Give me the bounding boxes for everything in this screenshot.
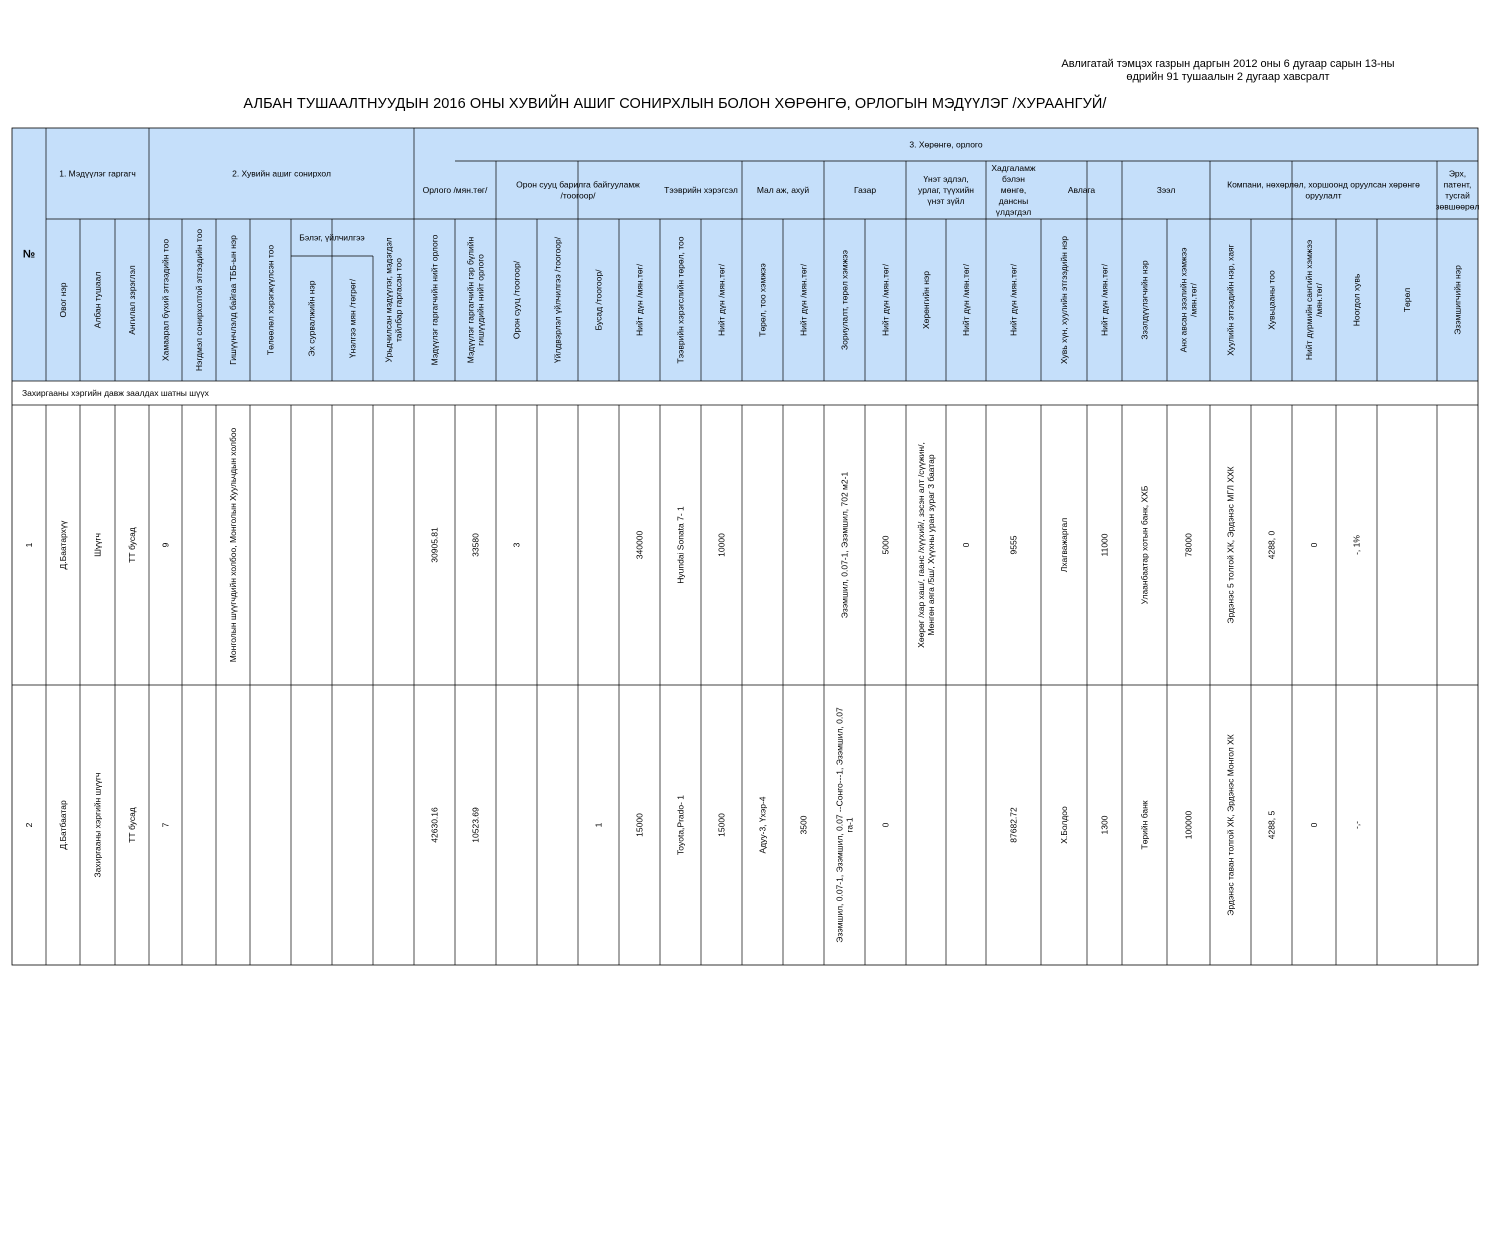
table-cell bbox=[1267, 811, 1277, 840]
table-cell bbox=[1309, 822, 1319, 827]
svg-text:Монголын шүүгчдийн холбоо, Мон: Монголын шүүгчдийн холбоо, Монголын Хуульчдын холбоо bbox=[228, 427, 238, 663]
svg-text:Нийт дүн /мян.төг/: Нийт дүн /мян.төг/ bbox=[634, 263, 645, 337]
table-cell bbox=[58, 520, 68, 570]
section-label: Захиргааны хэргийн давж заалдах шатны шүүх bbox=[22, 388, 209, 398]
table-cell bbox=[127, 807, 137, 843]
svg-text:Бусад /тоогоор/: Бусад /тоогоор/ bbox=[593, 269, 604, 331]
svg-text:Үйлдвэрлэл үйлчилгээ /тоогоор/: Үйлдвэрлэл үйлчилгээ /тоогоор/ bbox=[552, 236, 563, 364]
table-cell bbox=[471, 807, 481, 843]
svg-text:Нийт дүн /мян.төг/: Нийт дүн /мян.төг/ bbox=[716, 263, 727, 337]
subgroup-loans-header: Зээл bbox=[1156, 185, 1176, 195]
table-cell bbox=[916, 442, 936, 648]
group-private-interest-header: 2. Хувийн ашиг сонирхол bbox=[232, 168, 331, 179]
document-title: АЛБАН ТУШААЛТНУУДЫН 2016 ОНЫ ХУВИЙН АШИГ СОНИРХЛЫН БОЛОН ХӨРӨНГӨ, ОРЛОГЫН МЭДҮҮЛЭГ /ХУРААНГУЙ/ bbox=[243, 96, 1107, 112]
svg-text:Гишүүнчлэлд байгаа ТББ-ын нэр: Гишүүнчлэлд байгаа ТББ-ын нэр bbox=[228, 235, 238, 365]
svg-text:Эзэмшил, 0.07-1, Эзэмшил, 0.07: Эзэмшил, 0.07-1, Эзэмшил, 0.07 --Сонго---1, Эзэмшил, 0.07га-1 bbox=[834, 707, 855, 943]
svg-text:Нийт дүн /мян.төг/: Нийт дүн /мян.төг/ bbox=[880, 263, 891, 337]
group-assets-header: 3. Хөрөнгө, орлого bbox=[909, 139, 983, 150]
svg-text:Эрдэнэс таван толгой ХК, Эрдэн: Эрдэнэс таван толгой ХК, Эрдэнэс Монгол ХК bbox=[1225, 734, 1236, 916]
svg-text:30905.81: 30905.81 bbox=[429, 527, 440, 563]
svg-text:Hyundai Sonata 7- 1: Hyundai Sonata 7- 1 bbox=[675, 506, 686, 584]
column-header bbox=[127, 265, 137, 335]
table-cell bbox=[1184, 533, 1194, 557]
table-cell bbox=[1184, 811, 1194, 840]
column-header bbox=[1059, 236, 1069, 364]
svg-text:1: 1 bbox=[24, 542, 34, 548]
table-cell bbox=[1226, 734, 1236, 916]
svg-text:3500: 3500 bbox=[798, 815, 809, 835]
svg-text:Хуулийн этгээдийн нэр, хаяг: Хуулийн этгээдийн нэр, хаяг bbox=[1225, 244, 1236, 356]
svg-text:Хамаарал бүхий этгээдийн тоо: Хамаарал бүхий этгээдийн тоо bbox=[160, 238, 171, 362]
table-cell bbox=[840, 472, 850, 619]
table-cell bbox=[127, 527, 137, 563]
table-cell bbox=[58, 800, 68, 850]
table-cell bbox=[594, 822, 604, 827]
column-header bbox=[466, 236, 486, 363]
subgroup-receivables-header: Авлага bbox=[1067, 185, 1096, 195]
svg-text:Эзэмшигчийн нэр: Эзэмшигчийн нэр bbox=[1452, 265, 1463, 335]
table-cell bbox=[93, 533, 103, 557]
svg-text:4288, 0: 4288, 0 bbox=[1266, 530, 1277, 560]
column-header bbox=[1352, 273, 1362, 326]
column-header bbox=[1100, 263, 1110, 336]
column-header bbox=[228, 235, 238, 365]
svg-text:15000: 15000 bbox=[716, 813, 727, 837]
table-cell bbox=[1009, 535, 1019, 554]
column-header bbox=[961, 263, 971, 336]
number-header: № bbox=[22, 248, 36, 261]
svg-text:87682.72: 87682.72 bbox=[1008, 807, 1019, 843]
column-header bbox=[840, 250, 850, 350]
table-cell bbox=[512, 542, 522, 547]
subgroup-livestock-header: Мал аж, ахуй bbox=[756, 185, 810, 195]
svg-text:Эх сурвалжийн нэр: Эх сурвалжийн нэр bbox=[306, 280, 317, 357]
column-header bbox=[1267, 270, 1277, 330]
table-cell bbox=[93, 773, 103, 878]
table-cell bbox=[1009, 807, 1019, 843]
svg-text:0: 0 bbox=[1309, 542, 1319, 548]
subgroup-real-estate-header: Орон сууц барилга байгууламж /тоогоор/ bbox=[516, 179, 640, 201]
svg-text:7: 7 bbox=[160, 822, 171, 828]
svg-text:Урьдчилсан мэдүүлэг, мэдэгдэлт: Урьдчилсан мэдүүлэг, мэдэгдэлтайлбар гаргасан тоо bbox=[383, 237, 404, 363]
svg-text:Улаанбаатар хотын банк, ХХБ: Улаанбаатар хотын банк, ХХБ bbox=[1139, 485, 1150, 605]
svg-text:10523.69: 10523.69 bbox=[470, 807, 481, 843]
column-header bbox=[93, 272, 103, 329]
row-number bbox=[24, 542, 34, 547]
svg-text:Албан тушаал: Албан тушаал bbox=[92, 271, 103, 329]
svg-text:-,-: -,- bbox=[1351, 820, 1362, 830]
svg-text:9555: 9555 bbox=[1008, 535, 1019, 555]
svg-text:Төлөөлөл хэрэгжүүлсэн тоо: Төлөөлөл хэрэгжүүлсэн тоо bbox=[265, 244, 276, 356]
table-cell bbox=[161, 822, 171, 827]
table-cell bbox=[635, 531, 645, 560]
table-cell bbox=[1140, 485, 1150, 604]
table-cell bbox=[758, 796, 768, 853]
table-cell bbox=[1226, 466, 1236, 623]
column-header bbox=[717, 263, 727, 336]
svg-text:Х.Болдоо: Х.Болдоо bbox=[1059, 806, 1069, 844]
svg-text:Эзэмшил, 0.07-1, Эзэмшил, 702: Эзэмшил, 0.07-1, Эзэмшил, 702 м2-1 bbox=[839, 471, 850, 619]
svg-text:Мэдүүлэг гаргагчийн нийт орлог: Мэдүүлэг гаргагчийн нийт орлого bbox=[429, 234, 440, 366]
table-cell bbox=[161, 542, 171, 547]
column-header bbox=[1140, 260, 1150, 339]
table-cell bbox=[881, 822, 891, 827]
svg-text:Лхагважаргал: Лхагважаргал bbox=[1059, 517, 1069, 573]
subgroup-land-header: Газар bbox=[853, 185, 877, 195]
svg-text:Зориулалт, төрөл хэмжээ: Зориулалт, төрөл хэмжээ bbox=[839, 250, 850, 350]
column-header bbox=[553, 236, 563, 363]
svg-text:Төрийн банк: Төрийн банк bbox=[1139, 800, 1150, 850]
column-header bbox=[758, 263, 768, 336]
column-header bbox=[1226, 244, 1236, 356]
svg-text:9: 9 bbox=[160, 542, 171, 548]
table-cell bbox=[799, 815, 809, 834]
column-header bbox=[1402, 288, 1412, 312]
table-cell bbox=[430, 527, 440, 563]
svg-text:15000: 15000 bbox=[634, 813, 645, 837]
row-number bbox=[24, 822, 34, 827]
subgroup-valuables-header: Үнэт эдлэл, урлаг, түүхийн үнэт зүйл bbox=[918, 174, 974, 206]
column-header bbox=[266, 245, 276, 356]
svg-text:Овог нэр: Овог нэр bbox=[58, 282, 68, 318]
table-cell bbox=[1059, 518, 1069, 572]
svg-text:33580: 33580 bbox=[470, 533, 481, 557]
svg-text:100000: 100000 bbox=[1183, 810, 1194, 840]
svg-text:5000: 5000 bbox=[880, 535, 891, 555]
svg-text:0: 0 bbox=[961, 542, 971, 548]
svg-text:Нийт дүн /мян.төг/: Нийт дүн /мян.төг/ bbox=[1099, 263, 1110, 337]
svg-text:Нийт дүн /мян.төг/: Нийт дүн /мян.төг/ bbox=[961, 263, 971, 337]
svg-text:2: 2 bbox=[24, 822, 34, 828]
table-cell bbox=[961, 542, 971, 547]
column-header bbox=[58, 282, 68, 317]
svg-text:340000: 340000 bbox=[634, 530, 645, 560]
column-header bbox=[194, 229, 204, 372]
svg-text:Нийт дүрмийн сангийн хэмжээ/мя: Нийт дүрмийн сангийн хэмжээ/мян.төг/ bbox=[1304, 239, 1324, 361]
table-cell bbox=[1100, 533, 1110, 556]
table-cell bbox=[1059, 806, 1069, 844]
subgroup-company-header: Компани, нөхөрлөл, хоршоонд оруулсан хөрөнгө оруулалт bbox=[1227, 179, 1420, 201]
table-cell bbox=[717, 813, 727, 837]
svg-text:Тээврийн хэрэгслийн төрөл, тоо: Тээврийн хэрэгслийн төрөл, тоо bbox=[675, 236, 686, 364]
svg-text:Хөөрөг /хар хаш/, гаанс /хүүхи: Хөөрөг /хар хаш/, гаанс /хүүхий/, зэсэн алт /сүүжин/,Мөнгөн аяга /5ш/, Хүүхны уран зураг 3 баатар bbox=[916, 442, 936, 648]
column-header bbox=[1009, 263, 1019, 336]
svg-text:Хувьцааны тоо: Хувьцааны тоо bbox=[1266, 270, 1277, 330]
subgroup-vehicles-header: Тээврийн хэрэгсэл bbox=[664, 185, 738, 195]
table-cell bbox=[1100, 815, 1110, 834]
table-cell bbox=[635, 813, 645, 837]
svg-text:Ангилал зэрэглэл: Ангилал зэрэглэл bbox=[127, 265, 137, 335]
svg-text:Зээлдүүлэгчийн нэр: Зээлдүүлэгчийн нэр bbox=[1139, 260, 1150, 340]
column-header bbox=[512, 260, 522, 339]
column-header bbox=[348, 278, 358, 358]
svg-text:Мэдүүлэг гаргагчийн гэр бүлийн: Мэдүүлэг гаргагчийн гэр бүлийнгишүүдийн нийт орлого bbox=[465, 236, 486, 364]
svg-text:-, 1%: -, 1% bbox=[1351, 535, 1362, 555]
svg-text:Үнэлгээ мян /төгрөг/: Үнэлгээ мян /төгрөг/ bbox=[347, 278, 358, 359]
subgroup-savings-header: Хадгаламж бэлэн мөнгө, дансны үлдэгдэл bbox=[991, 163, 1036, 217]
column-header bbox=[635, 263, 645, 336]
subgroup-rights-header: Эрх, патент, тусгай зөвшөөрөл bbox=[1435, 168, 1480, 212]
table-cell bbox=[1352, 535, 1362, 555]
subgroup-income-header: Орлого /мян.төг/ bbox=[422, 185, 488, 195]
svg-text:Төрөл, тоо хэмжээ: Төрөл, тоо хэмжээ bbox=[757, 263, 768, 337]
svg-text:3: 3 bbox=[511, 542, 522, 548]
table-cell bbox=[676, 506, 686, 584]
svg-text:Нэгдмэл сонирхолтой этгээдийн: Нэгдмэл сонирхолтой этгээдийн тоо bbox=[194, 228, 204, 372]
svg-text:1300: 1300 bbox=[1099, 815, 1110, 835]
svg-text:11000: 11000 bbox=[1099, 533, 1110, 557]
table-cell bbox=[835, 707, 855, 943]
table-cell bbox=[1140, 800, 1150, 849]
svg-text:Д.Баатархүү: Д.Баатархүү bbox=[58, 520, 68, 570]
column-header bbox=[594, 269, 604, 331]
svg-text:Эрдэнэс 5 толгой ХК, Эрдэнэс М: Эрдэнэс 5 толгой ХК, Эрдэнэс МГЛ ХХК bbox=[1225, 466, 1236, 624]
table-cell bbox=[881, 535, 891, 554]
table-cell bbox=[676, 795, 686, 855]
svg-text:4288, 5: 4288, 5 bbox=[1266, 810, 1277, 840]
svg-text:Хөрөнгийн нэр: Хөрөнгийн нэр bbox=[921, 271, 931, 329]
table-cell bbox=[1309, 542, 1319, 547]
svg-text:42630.16: 42630.16 bbox=[429, 807, 440, 843]
svg-text:Анх авсан зээлийн хэмжээ/мян.т: Анх авсан зээлийн хэмжээ/мян.төг/ bbox=[1178, 247, 1199, 353]
svg-text:78000: 78000 bbox=[1183, 533, 1194, 557]
column-header bbox=[881, 263, 891, 336]
svg-text:Нийт дүн /мян.төг/: Нийт дүн /мян.төг/ bbox=[1008, 263, 1019, 337]
svg-text:Орон сууц /тоогоор/: Орон сууц /тоогоор/ bbox=[511, 260, 522, 340]
svg-text:Адуу-3, Үхэр-4: Адуу-3, Үхэр-4 bbox=[757, 796, 768, 854]
subgroup-gifts-header: Бэлэг, үйлчилгээ bbox=[299, 232, 365, 243]
svg-text:Шүүгч: Шүүгч bbox=[92, 533, 103, 557]
table-cell bbox=[471, 533, 481, 557]
svg-text:Ноогдол хувь: Ноогдол хувь bbox=[1351, 273, 1362, 327]
svg-text:Д.Батбаатар: Д.Батбаатар bbox=[58, 800, 68, 850]
column-header bbox=[676, 236, 686, 363]
table-cell bbox=[430, 807, 440, 843]
svg-text:10000: 10000 bbox=[716, 533, 727, 557]
table-cell bbox=[228, 427, 238, 662]
attachment-note-line1: Авлигатай тэмцэх газрын даргын 2012 оны 6 дугаар сарын 13-ны bbox=[1061, 58, 1395, 70]
svg-text:Захиргааны хэргийн шүүгч: Захиргааны хэргийн шүүгч bbox=[92, 772, 103, 878]
svg-text:ТТ бусад: ТТ бусад bbox=[127, 527, 137, 563]
attachment-note-line2: өдрийн 91 тушаалын 2 дугаар хавсралт bbox=[1126, 71, 1330, 83]
column-header bbox=[799, 263, 809, 336]
column-header bbox=[307, 280, 317, 356]
svg-text:0: 0 bbox=[1309, 822, 1319, 828]
svg-text:0: 0 bbox=[880, 822, 891, 828]
svg-text:Нийт дүн /мян.төг/: Нийт дүн /мян.төг/ bbox=[798, 263, 809, 337]
group-declarant-header: 1. Мэдүүлэг гаргагч bbox=[59, 168, 136, 179]
svg-text:1: 1 bbox=[593, 822, 604, 828]
svg-text:Төрөл: Төрөл bbox=[1402, 287, 1412, 313]
column-header bbox=[161, 239, 171, 361]
column-header bbox=[921, 271, 931, 329]
table-cell bbox=[717, 533, 727, 557]
column-header bbox=[430, 234, 440, 365]
svg-text:Toyota,Prado- 1: Toyota,Prado- 1 bbox=[675, 794, 686, 856]
table-cell bbox=[1352, 821, 1362, 829]
column-header bbox=[1453, 265, 1463, 335]
svg-text:Хувь хүн, хуулийн этгээдийн нэ: Хувь хүн, хуулийн этгээдийн нэр bbox=[1059, 236, 1069, 364]
table-cell bbox=[1267, 531, 1277, 560]
svg-text:ТТ бусад: ТТ бусад bbox=[127, 807, 137, 843]
